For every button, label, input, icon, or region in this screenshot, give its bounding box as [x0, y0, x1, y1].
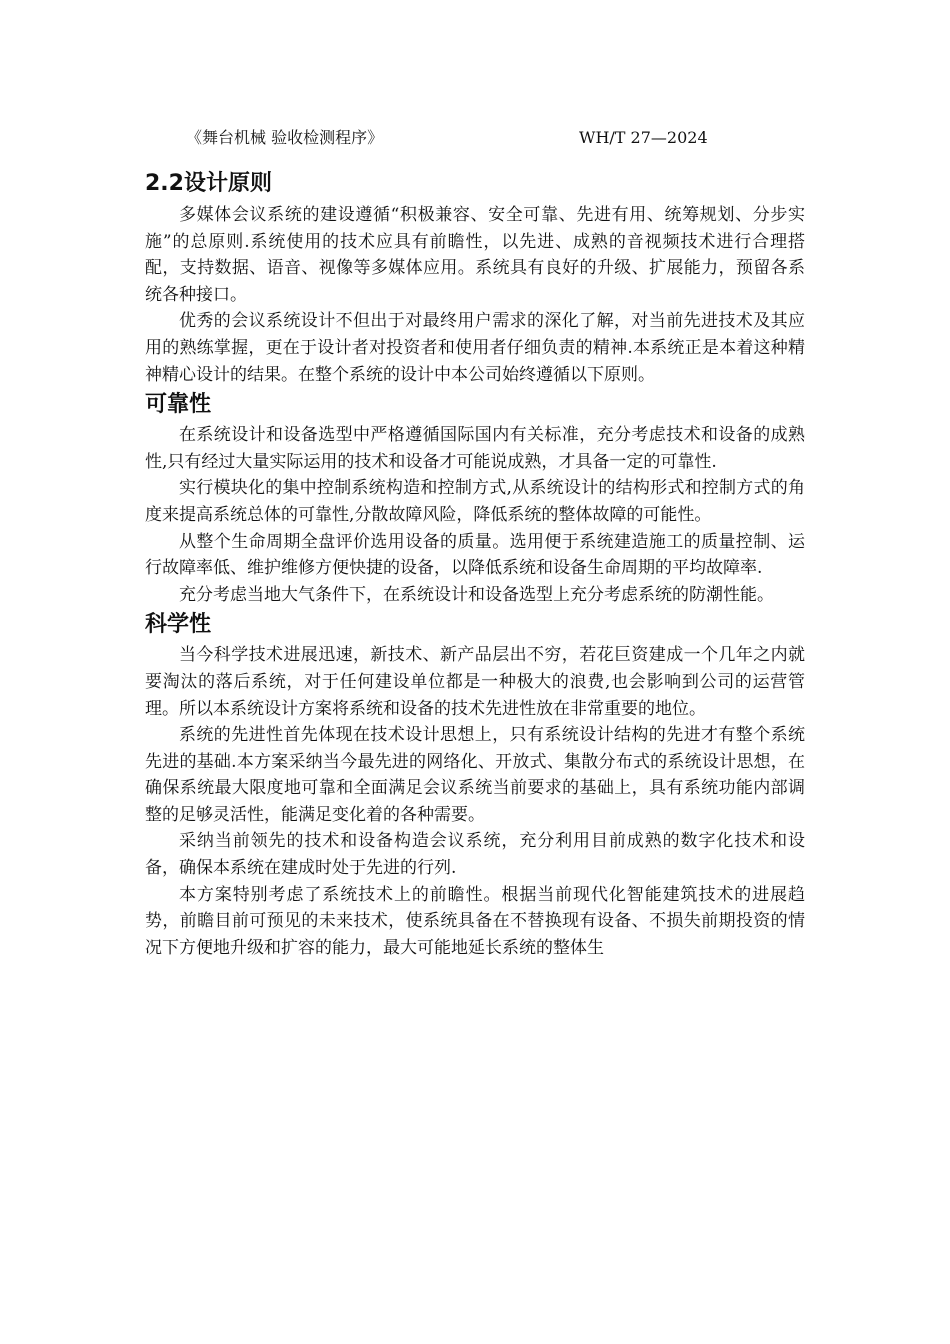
paragraph: 系统的先进性首先体现在技术设计思想上，只有系统设计结构的先进才有整个系统先进的基础.本方案采纳当今最先进的网络化、开放式、集散分布式的系统设计思想，在确保系统最大限度地可靠和全面满足会议系统当前要求的基础上，具有系统功能内部调整的足够灵活性，能满足变化着的各种需要。 — [145, 725, 805, 825]
section-reliability — [145, 388, 805, 608]
paragraph: 多媒体会议系统的建设遵循“积极兼容、安全可靠、先进有用、统筹规划、分步实施”的总原则.系统使用的技术应具有前瞻性，以先进、成熟的音视频技术进行合理搭配，支持数据、语音、视像等多媒体应用。系统具有良好的升级、扩展能力，预留各系统各种接口。 — [145, 205, 805, 305]
section-heading: 科学性 — [145, 612, 212, 638]
header-standard-code: WH/T 27—2024 — [579, 128, 708, 147]
header-standard-title: 《舞台机械 验收检测程序》 — [186, 128, 384, 147]
paragraph: 充分考虑当地大气条件下，在系统设计和设备选型上充分考虑系统的防潮性能。 — [179, 584, 774, 605]
document-body — [145, 166, 805, 961]
section-heading: 2.2设计原则 — [145, 171, 272, 196]
paragraph: 当今科学技术进展迅速，新技术、新产品层出不穷，若花巨资建成一个几年之内就要淘汰的落后系统，对于任何建设单位都是一种极大的浪费,也会影响到公司的运营管理。所以本系统设计方案将系统和设备的技术先进性放在非常重要的地位。 — [145, 645, 805, 719]
paragraph: 本方案特别考虑了系统技术上的前瞻性。根据当前现代化智能建筑技术的进展趋势，前瞻目前可预见的未来技术，使系统具备在不替换现有设备、不损失前期投资的情况下方便地升级和扩容的能力，最大可能地延长系统的整体生 — [145, 884, 805, 958]
paragraph: 在系统设计和设备选型中严格遵循国际国内有关标准，充分考虑技术和设备的成熟性,只有经过大量实际运用的技术和设备才可能说成熟，才具备一定的可靠性. — [145, 425, 805, 472]
section-heading: 可靠性 — [145, 392, 212, 418]
paragraph: 采纳当前领先的技术和设备构造会议系统，充分利用目前成熟的数字化技术和设备，确保本系统在建成时处于先进的行列. — [145, 831, 805, 879]
paragraph: 优秀的会议系统设计不但出于对最终用户需求的深化了解，对当前先进技术及其应用的熟练掌握，更在于设计者对投资者和使用者仔细负责的精神.本系统正是本着这种精神精心设计的结果。在整个系统的设计中本公司始终遵循以下原则。 — [145, 311, 805, 385]
section-scientific — [145, 608, 805, 961]
paragraph: 实行模块化的集中控制系统构造和控制方式,从系统设计的结构形式和控制方式的角度来提高系统总体的可靠性,分散故障风险，降低系统的整体故障的可能性。 — [145, 478, 805, 525]
section-design-principles — [145, 166, 805, 388]
paragraph: 从整个生命周期全盘评价选用设备的质量。选用便于系统建造施工的质量控制、运行故障率低、维护维修方便快捷的设备，以降低系统和设备生命周期的平均故障率. — [145, 531, 805, 579]
page-header — [186, 124, 726, 152]
